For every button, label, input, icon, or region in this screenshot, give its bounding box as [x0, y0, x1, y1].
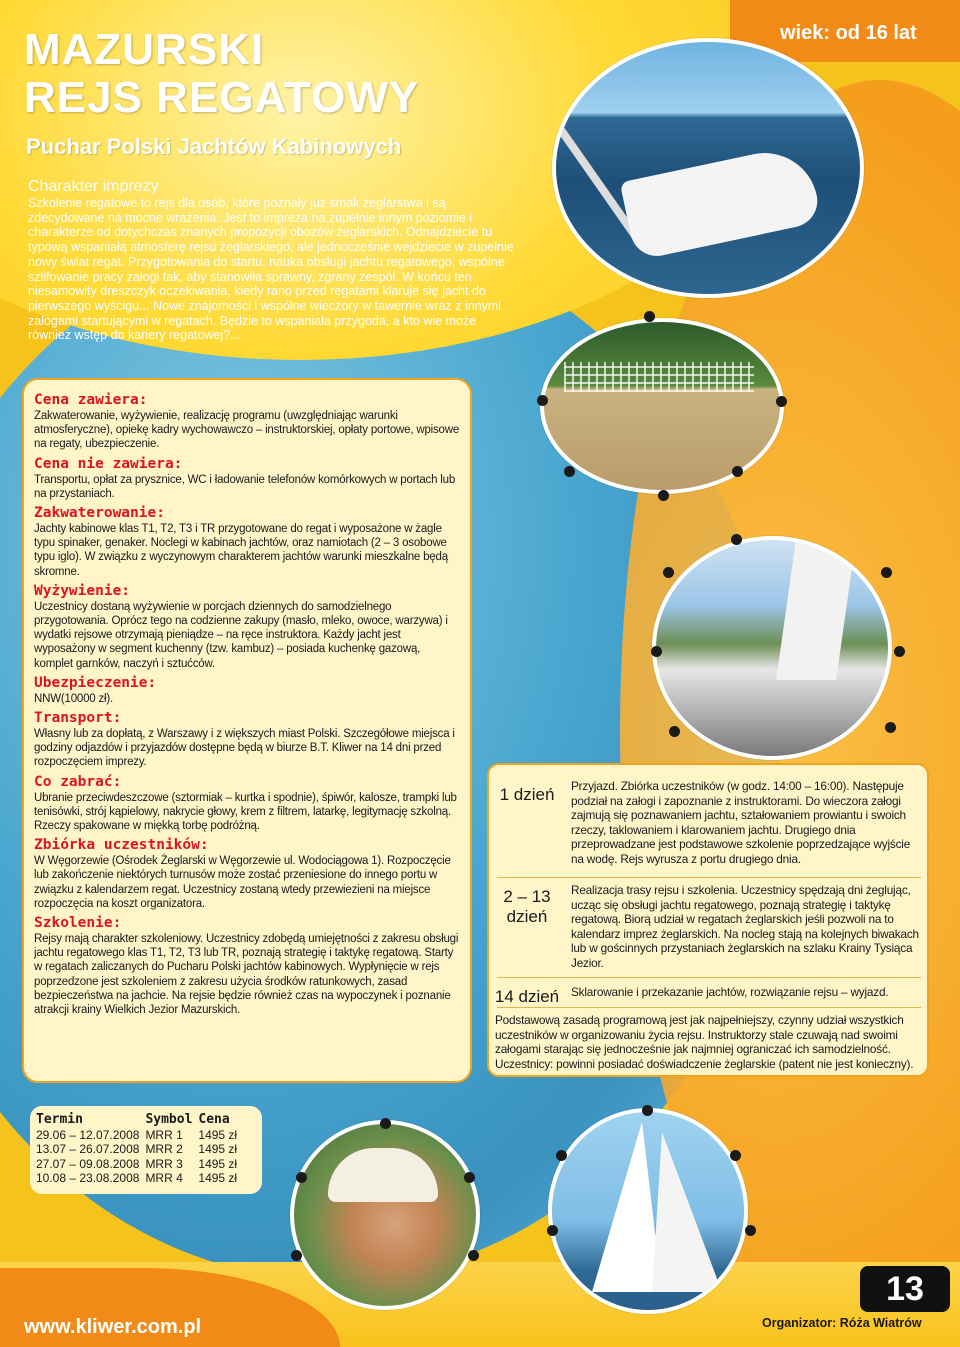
- schedule-description: Sklarowanie i przekazanie jachtów, rozwiązanie rejsu – wyjazd.: [571, 985, 889, 999]
- decorative-dot: [658, 490, 669, 501]
- title-line-2: REJS REGATOWY: [24, 73, 420, 122]
- cell-date: 29.06 – 12.07.2008: [36, 1128, 140, 1142]
- decorative-dot: [380, 1118, 391, 1129]
- cell-date: 13.07 – 26.07.2008: [36, 1142, 140, 1157]
- decorative-dot: [894, 646, 905, 657]
- sail-right: [652, 1132, 722, 1292]
- section-training: [34, 915, 460, 1017]
- schedule-divider: [497, 877, 921, 878]
- decorative-dot: [730, 1150, 741, 1161]
- crew-on-deck-photo: [652, 536, 892, 760]
- section-meals: [34, 583, 460, 671]
- section-heading: Co zabrać:: [34, 773, 122, 790]
- decorative-dot: [468, 1250, 479, 1261]
- decorative-dot: [651, 646, 662, 657]
- section-heading: Cena nie zawiera:: [34, 455, 183, 472]
- cell-price: 1495 zł: [198, 1171, 238, 1186]
- section-accommodation: [34, 505, 460, 579]
- cell-price: 1495 zł: [198, 1142, 238, 1157]
- section-heading: Zakwaterowanie:: [34, 505, 165, 522]
- cap-shape: [328, 1148, 438, 1202]
- decorative-dot: [745, 1225, 756, 1236]
- cell-symbol: MRR 1: [145, 1128, 183, 1142]
- section-heading: Zbiórka uczestników:: [34, 837, 209, 854]
- column-header: Symbol: [145, 1112, 193, 1127]
- page-title: [24, 26, 419, 122]
- decorative-dot: [291, 1250, 302, 1261]
- section-insurance: [34, 675, 460, 706]
- schedule-day: 2 – 13 dzień: [503, 887, 551, 926]
- intro-text: Szkolenie regatowe to rejs dla osób, które poznały już smak żeglarstwa i są zdecydowane na mocne wrażenia. Jest to impreza na zupełnie innym poziomie i charakterze od dotychczas znanych propozycji obozów żeglarskich. Odnajdziecie tu typową wspaniałą atmosferę rejsu żeglarskiego, ale jednocześnie wejdziecie w zupełnie nowy świat regat. Przygotowania do startu, nauka obsługi jachtu regatowego, wspólne szlifowanie pracy załogi tak, aby stanowiła sprawny, zgrany zespół. W końcu ten niesamowity dreszczyk oczekiwania, kiedy rano przed regatami klaruje się jacht do pierwszego wyścigu... Nowe znajomości i wspólne wieczory w tawernie wraz z innymi załogami startującymi w regatach. Będzie to wspaniała przygoda, a kto wie może również wstęp do kariery regatowej?...: [28, 196, 514, 343]
- section-text: Ubranie przeciwdeszczowe (sztormiak – kurtka i spodnie), śpiwór, kalosze, trampki lub tenisówki, strój kąpielowy, nakrycie głowy, krem z filtrem, latarkę, legitymację szkolną. Rzeczy spakowane w miękką torbę podróżną.: [34, 791, 457, 833]
- decorative-dot: [547, 1225, 558, 1236]
- decorative-dot: [885, 722, 896, 733]
- decorative-dot: [564, 466, 575, 477]
- section-what-to-bring: [34, 774, 460, 834]
- decorative-dot: [881, 567, 892, 578]
- cell-symbol: MRR 2: [145, 1142, 183, 1157]
- age-label: wiek: od 16 lat: [780, 22, 917, 44]
- sailing-boat-photo: [552, 38, 864, 298]
- section-text: Uczestnicy dostaną wyżywienie w porcjach dziennych do samodzielnego przygotowania. Oprócz tego na codzienne zakupy (masło, mleko, owoce, warzywa) i wydatki rejsowe otrzymają pieniądze – na ręce instruktora. Każdy jacht jest wyposażony w segment kuchenny (tzw. kambuz) – posiada kuchenkę gazową, komplet garnków, naczyń i sztućców.: [34, 600, 448, 670]
- table-row: [36, 1171, 243, 1185]
- cell-price: 1495 zł: [198, 1128, 238, 1142]
- schedule-divider: [497, 1007, 921, 1008]
- page-number: 13: [860, 1266, 950, 1312]
- column-header: Termin: [36, 1112, 83, 1127]
- schedule-description: Przyjazd. Zbiórka uczestników (w godz. 14:00 – 16:00). Następuje podział na załogi i zapoznanie z instruktorami. Do wieczora załogi zajmują się poznawaniem jachtu, ształowaniem prowiantu i swoich rzeczy, taklowaniem i klarowaniem jachtu. Drugiego dnia przeprowadzane jest podstawowe szkolenie poprzedzające wyjście na wodę. Rejs wyrusza z portu drugiego dnia.: [571, 779, 911, 866]
- section-heading: Ubezpieczenie:: [34, 674, 157, 691]
- cell-price: 1495 zł: [198, 1156, 238, 1171]
- section-heading: Wyżywienie:: [34, 582, 131, 599]
- decorative-dot: [556, 1150, 567, 1161]
- section-text: Jachty kabinowe klas T1, T2, T3 i TR przygotowane do regat i wyposażone w żagle typu spinaker, genaker. Noclegi w kabinach jachtów, oraz namiotach (2 – 3 osobowe typu iglo). W związku z wyczynowym charakterem jachtów warunki mieszkalne będą skromne.: [34, 523, 448, 578]
- boat-hull: [620, 143, 822, 261]
- schedule-description: Realizacja trasy rejsu i szkolenia. Uczestnicy spędzają dni żeglując, ucząc się obsługi jachtu regatowego, poznają strategię i taktykę regatową. Biorą udział w regatach żeglarskich jeśli pozwoli na to kalendarz imprez żeglarskich. Na nocleg stają na kolejnych biwakach lub w gościnnych przystaniach żeglarskich na szlaku Krainy Tysiąca Jezior.: [571, 883, 919, 970]
- intro-section: [28, 178, 518, 343]
- section-heading: Transport:: [34, 710, 122, 727]
- schedule-box: [487, 763, 929, 1077]
- volleyball-net: [564, 362, 754, 392]
- sail-shape: [776, 540, 856, 680]
- price-table-header-row: [36, 1112, 243, 1128]
- regatta-sails-photo: [548, 1108, 748, 1314]
- section-text: Rejsy mają charakter szkoleniowy. Uczestnicy zdobędą umiejętności z zakresu obsługi jachtu regatowego klas T1, T2, T3 lub TR, poznają strategię i taktykę regatową. Starty w regatach zaliczanych do Pucharu Polski jachtów kabinowych. Wypłynięcie w rejs poprzedzone jest szkoleniem z zakresu użycia środków ratunkowych, zasad bezpieczeństwa na jachcie. Na rejsie będzie również czas na wypoczynek i poznanie atrakcji krainy Wielkich Jezior Mazurskich.: [34, 933, 459, 1017]
- decorative-dot: [644, 311, 655, 322]
- decorative-dot: [776, 396, 787, 407]
- cell-date: 27.07 – 09.08.2008: [36, 1156, 140, 1171]
- cell-symbol: MRR 3: [145, 1156, 183, 1171]
- decorative-dot: [464, 1172, 475, 1183]
- decorative-dot: [731, 534, 742, 545]
- price-table-box: [30, 1106, 262, 1194]
- table-row: [36, 1128, 243, 1142]
- section-text: NNW(10000 zł).: [34, 692, 113, 705]
- section-price-excludes: [34, 456, 460, 501]
- decorative-dot: [537, 395, 548, 406]
- website-link[interactable]: www.kliwer.com.pl: [24, 1316, 202, 1338]
- schedule-note: Podstawową zasadą programową jest jak najpełniejszy, czynny udział wszystkich uczestników w organizowaniu życia rejsu. Instruktorzy stale czuwają nad swoimi załogami starając się jednocześnie jak najmniej ograniczać ich samodzielność. Uczestnicy: powinni posiadać doświadczenie żeglarskie (patent nie jest konieczny).: [495, 1013, 914, 1071]
- intro-heading: Charakter imprezy: [28, 178, 159, 195]
- section-text: W Węgorzewie (Ośrodek Żeglarski w Węgorzewie ul. Wodociągowa 1). Rozpoczęcie lub zakończenie niektórych turnusów może zostać przeniesione do innego portu w związku z kalendarzem regat. Uczestnicy zostaną wtedy przewiezieni na miejsce rozpoczęcia na koszt organizatora.: [34, 855, 451, 910]
- section-transport: [34, 710, 460, 770]
- price-table: [36, 1112, 243, 1186]
- schedule-day: 1 dzień: [499, 785, 555, 804]
- decorative-dot: [642, 1105, 653, 1116]
- organizer-label: Organizator: Róża Wiatrów: [762, 1316, 922, 1330]
- table-row: [36, 1157, 243, 1171]
- section-meeting-point: [34, 837, 460, 911]
- section-heading: Cena zawiera:: [34, 392, 148, 408]
- page-subtitle: Puchar Polski Jachtów Kabinowych: [26, 134, 402, 159]
- info-box: [22, 378, 472, 1083]
- cell-date: 10.08 – 23.08.2008: [36, 1171, 140, 1186]
- table-row: [36, 1142, 243, 1156]
- section-text: Transportu, opłat za prysznice, WC i ładowanie telefonów komórkowych w portach lub na przystaniach.: [34, 473, 456, 500]
- section-text: Własny lub za dopłatą, z Warszawy i z większych miast Polski. Szczegółowe miejsca i godziny odjazdów i przyjazdów dostępne będą w biurze B.T. Kliwer na 14 dni przed rozpoczęciem imprezy.: [34, 728, 455, 769]
- decorative-dot: [663, 567, 674, 578]
- girl-in-cap-photo: [290, 1120, 480, 1310]
- cell-symbol: MRR 4: [145, 1171, 183, 1186]
- decorative-dot: [669, 726, 680, 737]
- decorative-dot: [296, 1172, 307, 1183]
- schedule-day: 14 dzień: [494, 987, 560, 1006]
- column-header: Cena: [198, 1112, 230, 1127]
- section-price-includes: [34, 392, 460, 452]
- title-line-1: MAZURSKI: [24, 25, 265, 74]
- section-text: Zakwaterowanie, wyżywienie, realizację programu (uwzględniając warunki atmosferyczne), opiekę kadry wychowawczo – instruktorskiej, opłaty portowe, wpisowe na regaty, ubezpieczenie.: [34, 410, 460, 451]
- schedule-divider: [497, 977, 921, 978]
- decorative-dot: [732, 466, 743, 477]
- section-heading: Szkolenie:: [34, 915, 122, 932]
- beach-volleyball-photo: [540, 318, 784, 494]
